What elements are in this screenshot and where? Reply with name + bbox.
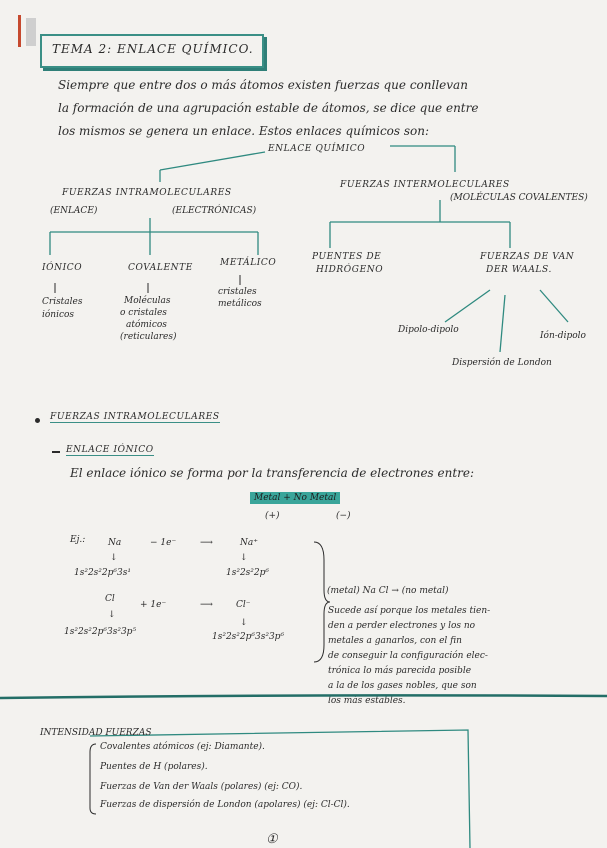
reaction-arrow-1: ⟶	[200, 538, 213, 548]
note-line-2: den a perder electrones y los no	[328, 621, 476, 631]
na-config: 1s²2s²2p⁶3s¹	[74, 568, 131, 578]
puentes-line-1: PUENTES DE	[312, 252, 382, 262]
metalico-desc-2: metálicos	[218, 299, 262, 309]
covalente-desc-4: (reticulares)	[120, 332, 177, 342]
arrow-down-2: ↓	[240, 553, 248, 563]
page-title: TEMA 2: ENLACE QUÍMICO.	[52, 42, 254, 56]
sign-minus: (−)	[336, 511, 351, 521]
dispersion-london: Dispersión de London	[452, 358, 552, 368]
note-head: (metal) Na Cl → (no metal)	[327, 586, 449, 596]
covalente-label: COVALENTE	[128, 263, 193, 273]
covalente-desc-2: o cristales	[120, 308, 167, 318]
section-heading: FUERZAS INTRAMOLECULARES	[50, 412, 220, 422]
intensity-box-frame	[0, 690, 607, 848]
tree-root: ENLACE QUÍMICO	[268, 144, 366, 154]
intensity-item-3: Fuerzas de Van der Waals (polares) (ej: CO).	[100, 782, 303, 792]
intramolecular-title: FUERZAS INTRAMOLECULARES	[62, 188, 232, 198]
bullet-dot	[35, 418, 40, 423]
covalente-desc-3: atómicos	[126, 320, 167, 330]
cl-reactant: Cl	[105, 594, 115, 604]
vdw-line-2: DER WAALS.	[486, 265, 552, 275]
intro-line-3: los mismos se genera un enlace. Estos enlaces químicos son:	[58, 124, 430, 138]
metalico-label: METÁLICO	[220, 258, 277, 268]
intensity-item-4: Fuerzas de dispersión de London (apolares) (ej: Cl-Cl).	[100, 800, 350, 810]
cl-ion-config: 1s²2s²2p⁶3s²3p⁶	[212, 632, 285, 642]
intensity-item-1: Covalentes atómicos (ej: Diamante).	[100, 742, 265, 752]
na-reactant: Na	[108, 538, 122, 548]
curly-brace	[312, 540, 332, 665]
definition-text: El enlace iónico se forma por la transferencia de electrones entre:	[70, 466, 475, 480]
intensity-title: INTENSIDAD FUERZAS	[40, 728, 152, 738]
sign-plus: (+)	[265, 511, 280, 521]
ionico-desc: Cristales iónicos	[42, 297, 83, 320]
vdw-line-1: FUERZAS DE VAN	[480, 252, 575, 262]
intro-line-2: la formación de una agrupación estable de átomos, se dice que entre	[58, 101, 479, 115]
note-line-6: a la de los gases nobles, que son	[328, 681, 477, 691]
sub-heading: ENLACE IÓNICO	[66, 445, 154, 455]
dipolo-dipolo: Dipolo-dipolo	[398, 325, 459, 335]
intramolecular-sub1: (ENLACE)	[50, 206, 98, 216]
intensity-item-2: Puentes de H (polares).	[100, 762, 208, 772]
na-minus-electron: − 1e⁻	[150, 538, 177, 548]
puentes-line-2: HIDRÓGENO	[316, 265, 384, 275]
intermolecular-sub: (MOLÉCULAS COVALENTES)	[450, 193, 588, 203]
note-line-3: metales a ganarlos, con el fin	[328, 636, 462, 646]
intramolecular-sub2: (ELECTRÓNICAS)	[172, 206, 257, 216]
metalico-desc-1: cristales	[218, 287, 257, 297]
reaction-arrow-2: ⟶	[200, 600, 213, 610]
dash-marker	[52, 451, 60, 453]
note-line-5: trónica lo más parecida posible	[328, 666, 472, 676]
na-product: Na⁺	[240, 538, 258, 548]
ionico-label: IÓNICO	[42, 263, 83, 273]
cl-product: Cl⁻	[236, 600, 251, 610]
cl-plus-electron: + 1e⁻	[140, 600, 167, 610]
arrow-down-1: ↓	[110, 553, 118, 563]
na-ion-config: 1s²2s²2p⁶	[226, 568, 270, 578]
note-line-4: de conseguir la configuración elec-	[328, 651, 488, 661]
intro-line-1: Siempre que entre dos o más átomos existen fuerzas que conllevan	[58, 78, 468, 92]
metal-nonmetal-highlight: Metal + No Metal	[250, 492, 340, 504]
cl-config: 1s²2s²2p⁶3s²3p⁵	[64, 627, 137, 637]
covalente-desc-1: Moléculas	[124, 296, 171, 306]
arrow-down-3: ↓	[108, 610, 116, 620]
intermolecular-title: FUERZAS INTERMOLECULARES	[340, 180, 510, 190]
ej-label: Ej.:	[70, 535, 86, 545]
note-line-7: los más estables.	[328, 696, 406, 706]
arrow-down-4: ↓	[240, 618, 248, 628]
ion-dipolo: Ión-dipolo	[540, 331, 586, 341]
page-number: ①	[266, 832, 278, 847]
note-line-1: Sucede así porque los metales tien-	[328, 606, 491, 616]
